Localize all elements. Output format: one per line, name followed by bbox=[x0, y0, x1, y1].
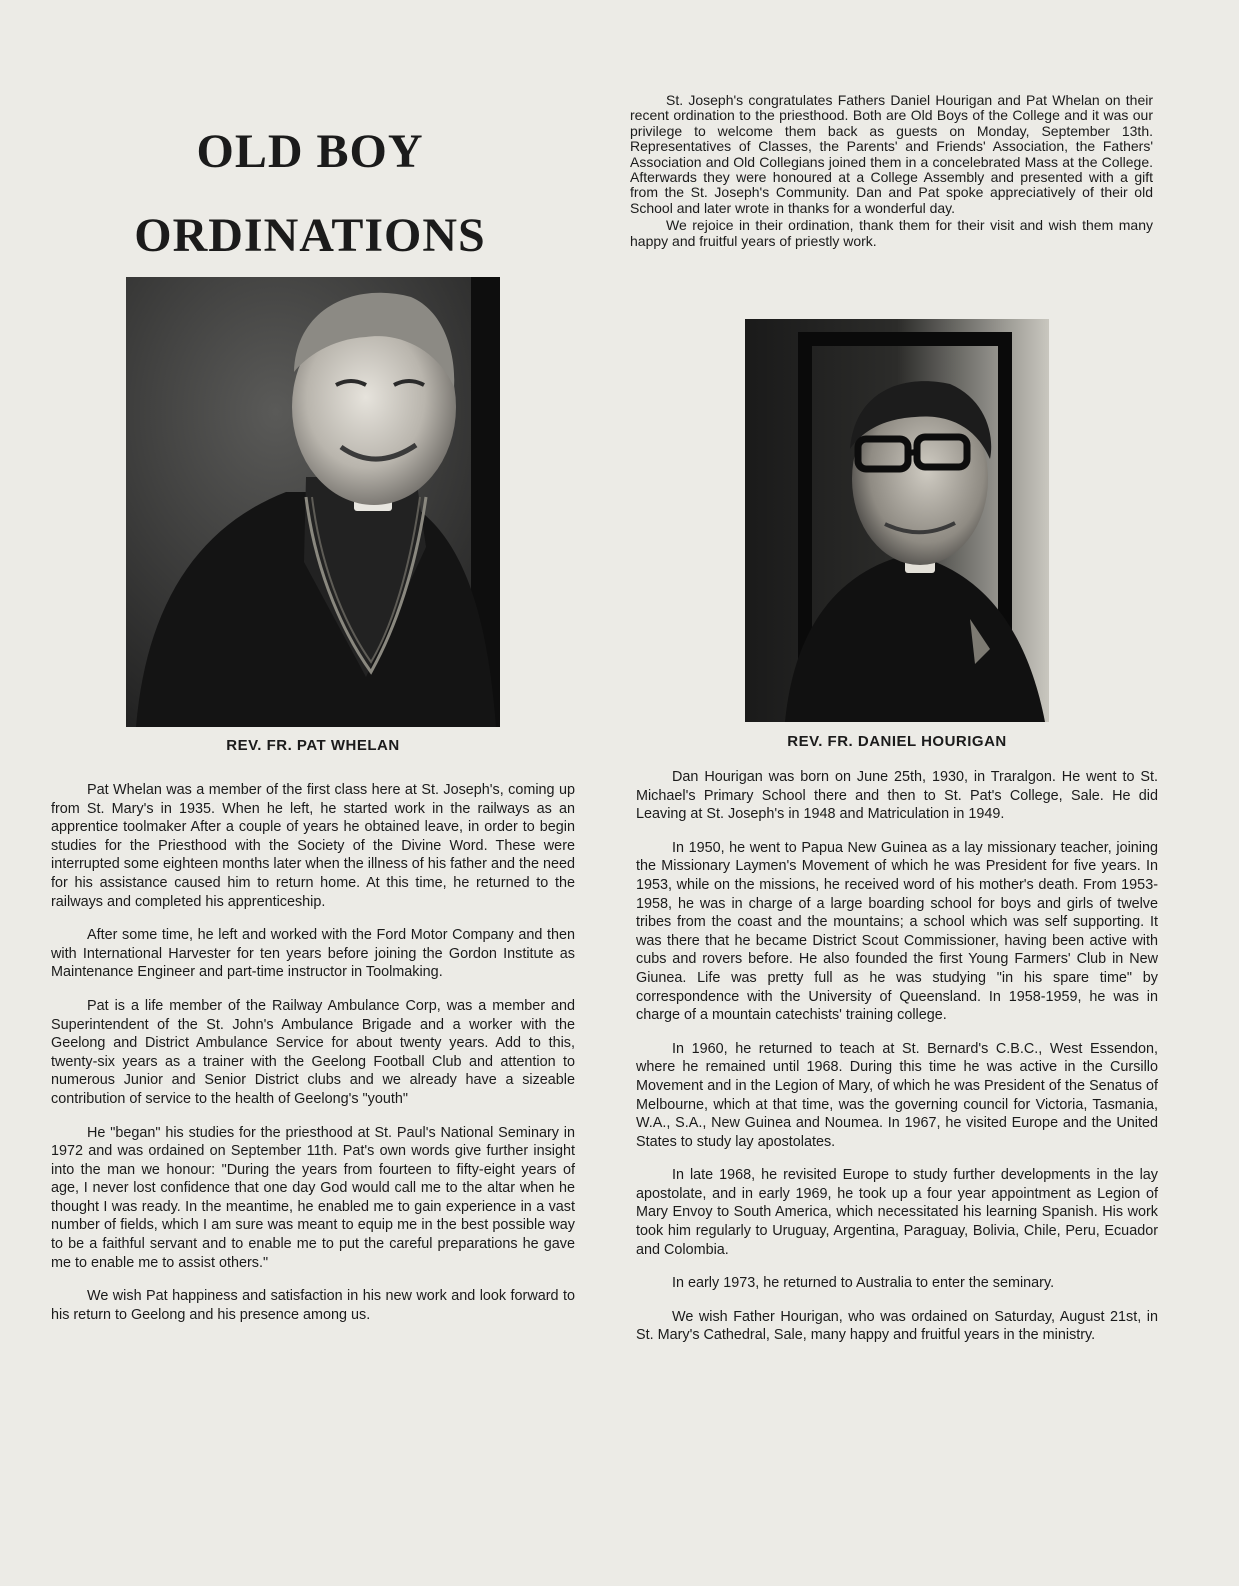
hourigan-paragraph: In 1950, he went to Papua New Guinea as a lay missionary teacher, joining the Missionary Laymen's Movement of which he was President for five years. In 1953, while on the missions, he received word of his mother's death. From 1953-1958, he was in charge of a large boarding school for boys and girls of twelve tribes from the coast and the mountains; a school which was self supporting. It was there that he became District Scout Commissioner, having been active with cubs and rovers before. He also founded the first Young Farmers' Club in New Giunea. Life was pretty full as he was studying "in his spare time" by correspondence with the University of Queensland. In 1958-1959, he was in charge of a mountain catechists' training college. bbox=[636, 839, 1158, 1024]
hourigan-paragraph: In 1960, he returned to teach at St. Bernard's C.B.C., West Essendon, where he remained until 1968. During this time he was active in the Cursillo Movement and in the Legion of Mary, of which he was President of the Senatus of Melbourne, which at that time, was the governing council for Victoria, Tasmania, W.A., S.A., New Guinea and Noumea. In 1967, he visited Europe and the United States to study lay apostolates. bbox=[636, 1040, 1158, 1150]
intro-text bbox=[630, 93, 1153, 249]
caption-daniel-hourigan: REV. FR. DANIEL HOURIGAN bbox=[787, 733, 1007, 750]
whelan-paragraph: Pat Whelan was a member of the first class here at St. Joseph's, coming up from St. Mary's in 1935. When he left, he started work in the railways as an apprentice toolmaker After a couple of years he obtained leave, in order to begin studies for the Priesthood with the Society of the Divine Word. These were interrupted some eighteen months later when the illness of his father and the need for his assistance caused him to return home. At this time, he returned to the railways and completed his apprenticeship. bbox=[51, 782, 575, 910]
whelan-paragraph: After some time, he left and worked with the Ford Motor Company and then with International Harvester for ten years before joining the Gordon Institute as Maintenance Engineer and part-time instructor in Toolmaking. bbox=[51, 927, 575, 981]
whelan-paragraph: He "began" his studies for the priesthood at St. Paul's National Seminary in 1972 and was ordained on September 11th. Pat's own words give further insight into the man we honour: "During the years from fourteen to fifty-eight years of age, I never lost confidence that one day God would call me to the altar when he thought I was ready. In the meantime, he enabled me to gain experience in a vast number of fields, which I am sure was meant to equip me in the best possible way to be a faithful servant and to enable me to put the careful preparations he gave me to enable me to assist others." bbox=[51, 1124, 575, 1271]
whelan-paragraph: We wish Pat happiness and satisfaction in his new work and look forward to his return to Geelong and his presence among us. bbox=[51, 1288, 575, 1323]
photo-daniel-hourigan bbox=[745, 319, 1049, 722]
title-line-2: ORDINATIONS bbox=[134, 209, 486, 262]
title-line-1: OLD BOY bbox=[196, 125, 424, 178]
portrait-hourigan-image bbox=[745, 319, 1049, 722]
hourigan-paragraph: We wish Father Hourigan, who was ordained on Saturday, August 21st, in St. Mary's Cathedral, Sale, many happy and fruitful years in the ministry. bbox=[636, 1308, 1158, 1344]
intro-paragraph: We rejoice in their ordination, thank them for their visit and wish them many happy and fruitful years of priestly work. bbox=[630, 217, 1153, 249]
hourigan-paragraph: In early 1973, he returned to Australia to enter the seminary. bbox=[672, 1275, 1055, 1292]
hourigan-paragraph: In late 1968, he revisited Europe to study further developments in the lay apostolate, and in early 1969, he took up a four year appointment as Legion of Mary Envoy to South America, which necessitated his learning Spanish. His work took him regularly to Uruguay, Argentina, Paraguay, Bolivia, Chile, Peru, Ecuador and Colombia. bbox=[636, 1167, 1158, 1258]
hourigan-paragraph: Dan Hourigan was born on June 25th, 1930, in Traralgon. He went to St. Michael's Primary School there and then to St. Pat's College, Sale. He did Leaving at St. Joseph's in 1948 and Matriculation in 1949. bbox=[636, 769, 1158, 823]
hourigan-article bbox=[636, 768, 1158, 1345]
caption-pat-whelan: REV. FR. PAT WHELAN bbox=[226, 737, 400, 754]
portrait-whelan-image bbox=[126, 277, 500, 727]
whelan-article bbox=[51, 781, 575, 1324]
whelan-paragraph: Pat is a life member of the Railway Ambulance Corp, was a member and Superintendent of the St. John's Ambulance Brigade and a worker with the Geelong and District Ambulance Service for about twenty years. Add to this, twenty-six years as a trainer with the Geelong Football Club and attention to numerous Junior and Senior District clubs and we already have a sizeable contribution of service to the health of Geelong's "youth" bbox=[51, 997, 575, 1107]
photo-pat-whelan bbox=[126, 277, 500, 727]
intro-paragraph: St. Joseph's congratulates Fathers Daniel Hourigan and Pat Whelan on their recent ordination to the priesthood. Both are Old Boys of the College and it was our privilege to welcome them back as guests on Monday, September 13th. Representatives of Classes, the Parents' and Friends' Association, the Fathers' Association and Old Collegians joined them in a concelebrated Mass at the College. Afterwards they were honoured at a College Assembly and presented with a gift from the St. Joseph's Community. Dan and Pat spoke appreciatively of their old School and later wrote in thanks for a wonderful day. bbox=[630, 92, 1153, 216]
